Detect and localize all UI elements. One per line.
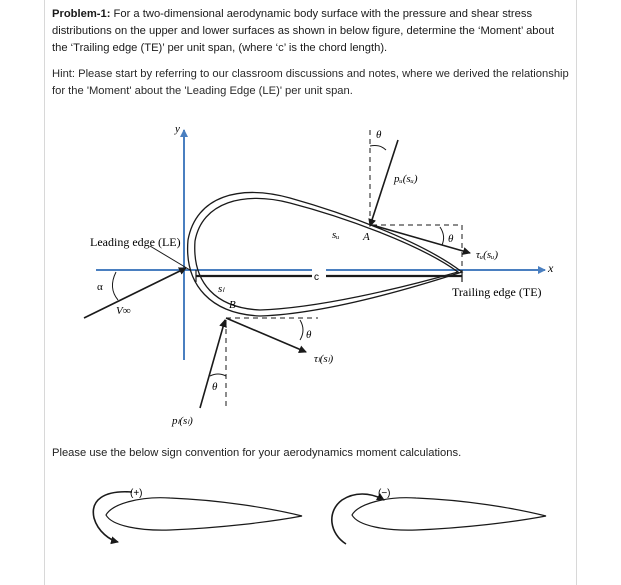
- p-u-label: pᵤ(sᵤ): [394, 173, 418, 185]
- s-u-label: sᵤ: [332, 229, 340, 241]
- point-a-label: A: [363, 231, 370, 243]
- y-axis-label: y: [175, 123, 180, 135]
- chord-label: c: [314, 272, 319, 283]
- alpha-arc: [112, 272, 118, 300]
- sign-convention-text: Please use the below sign convention for your aerodynamics moment calculations.: [52, 447, 462, 459]
- negative-label: (−): [378, 488, 391, 499]
- lower-pressure-arrow: [200, 320, 225, 408]
- positive-airfoil: [106, 498, 302, 530]
- negative-airfoil: [352, 498, 546, 530]
- positive-moment-arrow: [93, 492, 132, 542]
- lower-shear-theta-label: θ: [306, 329, 312, 341]
- upper-theta-arc: [370, 146, 386, 151]
- trailing-edge-label: Trailing edge (TE): [452, 285, 542, 299]
- alpha-label: α: [97, 281, 103, 293]
- hint-text: Hint: Please start by referring to our classroom discussions and notes, where we derived the relationship for the 'Moment' about the 'Leading Edge (LE)' per unit span.: [52, 68, 569, 97]
- problem-text: For a two-dimensional aerodynamic body surface with the pressure and shear stress distributions on the upper and lower surfaces as shown in below figure, determine the ‘Moment’ about the ‘Trailing edge (TE)’ per unit span, (where ‘c’ is the chord length).: [52, 8, 555, 54]
- upper-theta-label: θ: [376, 129, 382, 141]
- s-l-label: sₗ: [218, 283, 225, 295]
- point-b-label: B: [229, 299, 236, 311]
- tau-u-label: τᵤ(sᵤ): [476, 249, 498, 261]
- p-l-label: pₗ(sₗ): [172, 415, 193, 427]
- tau-l-label: τₗ(sₗ): [314, 353, 334, 365]
- lower-theta-arc: [210, 374, 226, 376]
- upper-shear-arrow: [372, 225, 470, 253]
- airfoil-outline-inner: [195, 198, 458, 310]
- lower-shear-theta-arc: [300, 320, 303, 340]
- upper-shear-theta-arc: [440, 227, 444, 245]
- problem-heading: Problem-1:: [52, 8, 111, 20]
- x-axis-label: x: [548, 261, 554, 275]
- lower-shear-arrow: [226, 318, 306, 352]
- leading-edge-label: Leading edge (LE): [90, 235, 181, 249]
- airfoil-outline-outer: [188, 192, 462, 316]
- upper-shear-theta-label: θ: [448, 233, 454, 245]
- v-inf-label: V∞: [116, 305, 131, 317]
- freestream-arrow: [84, 268, 186, 318]
- lower-theta-label: θ: [212, 381, 218, 393]
- positive-label: (+): [130, 488, 143, 499]
